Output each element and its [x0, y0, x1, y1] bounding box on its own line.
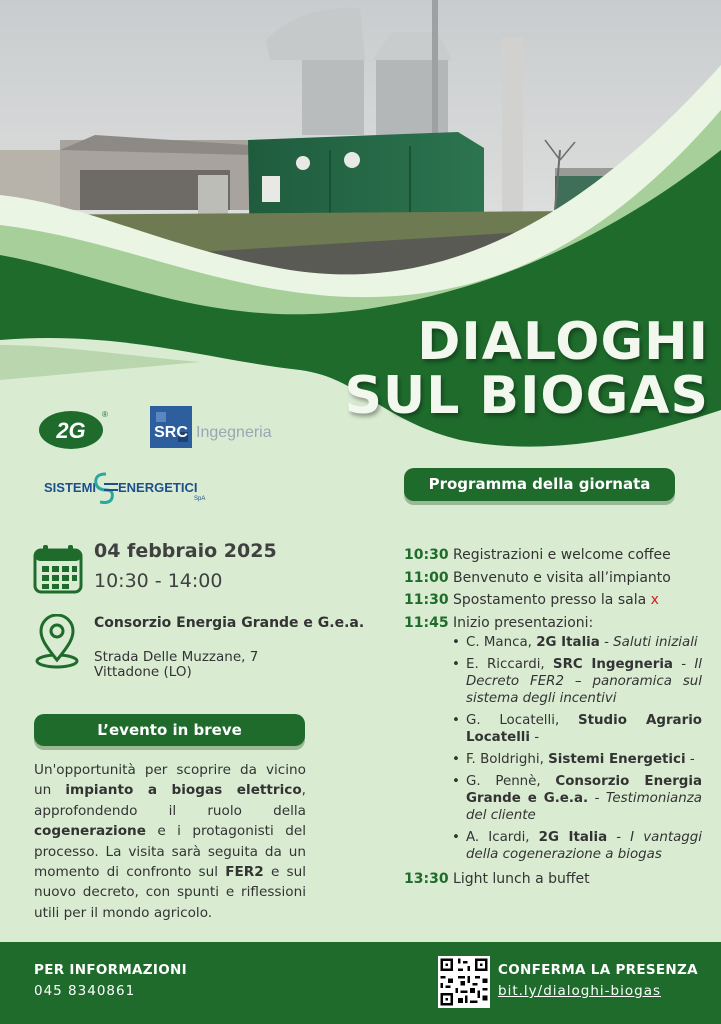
program-item: [404, 567, 704, 590]
program-time: 11:30: [404, 592, 449, 608]
logo-src-mark: SRC: [154, 424, 188, 441]
speaker-org: SRC Ingegneria: [552, 657, 673, 672]
program-label: Inizio presentazioni:: [453, 614, 594, 631]
venue-name: Consorzio Energia Grande e G.e.a.: [94, 615, 365, 631]
presentation-item: [452, 829, 702, 863]
speaker-name: G. Locatelli,: [466, 713, 578, 728]
talk-title: Il Decreto FER2 – panoramica sul sistema degli incentivi: [466, 657, 702, 706]
program-header: Programma della giornata: [404, 468, 675, 501]
event-title-line2: SUL BIOGAS: [344, 366, 709, 426]
logo-src-name: Ingegneria: [196, 424, 272, 441]
speaker-name: F. Boldrighi,: [466, 752, 549, 767]
program-label: Benvenuto e visita all’impianto: [453, 569, 671, 586]
presentation-item: [452, 773, 702, 824]
info-title: PER INFORMAZIONI: [34, 962, 187, 978]
logo-2g-registered: ®: [102, 410, 108, 419]
speaker-org: 2G Italia: [536, 635, 600, 650]
separator: -: [607, 830, 631, 845]
location-pin-icon: [34, 614, 80, 670]
rsvp-link[interactable]: bit.ly/dialoghi-biogas: [498, 983, 661, 999]
separator: -: [599, 635, 614, 650]
speaker-org: Sistemi Energetici: [548, 752, 686, 767]
presentation-item: [452, 712, 702, 746]
talk-title: Saluti iniziali: [613, 635, 698, 650]
event-description: [34, 760, 306, 923]
confirm-title: CONFERMA LA PRESENZA: [498, 962, 698, 978]
description-text: e sul nuovo decreto, con spunti e riflessioni utili per il mondo agricolo.: [34, 864, 307, 921]
speaker-name: G. Pennè,: [466, 774, 556, 789]
logo-src-ingegneria: [146, 402, 286, 454]
event-time: 10:30 - 14:00: [94, 570, 223, 592]
speaker-org: Consorzio Energia Grande e G.e.a.: [466, 774, 703, 806]
program-time: 11:45: [404, 614, 449, 631]
speaker-org: 2G Italia: [538, 830, 608, 845]
separator: -: [529, 730, 540, 745]
program-item: [404, 868, 704, 891]
program-item: [404, 589, 704, 612]
program-time: 10:30: [404, 547, 449, 563]
program-time: 13:30: [404, 871, 449, 887]
info-phone[interactable]: 045 8340861: [34, 983, 136, 999]
program-list: [404, 544, 704, 891]
description-text: e i protagonisti del processo. La visita sarà seguita da un momento di confronto sul: [34, 823, 306, 881]
venue-address-line2: Vittadone (LO): [94, 664, 192, 680]
program-mark: x: [650, 592, 659, 608]
description-text: , approfondendo il ruolo della: [34, 782, 306, 819]
description-highlight: FER2: [225, 864, 264, 881]
speaker-org: Studio Agrario Locatelli: [466, 713, 702, 745]
speaker-name: C. Manca,: [466, 635, 537, 650]
program-item: [404, 612, 704, 635]
presentation-item: [452, 634, 702, 651]
presentation-item: [452, 751, 702, 768]
event-summary-header: L’evento in breve: [34, 714, 305, 746]
description-text: Un'opportunità per scoprire da vicino un: [34, 762, 306, 799]
separator: -: [672, 657, 695, 672]
presentation-item: [452, 656, 702, 707]
event-date: 04 febbraio 2025: [94, 540, 277, 562]
talk-title: Testimonianza del cliente: [466, 791, 702, 823]
program-label: Light lunch a buffet: [453, 871, 590, 887]
logo-2g: [38, 408, 108, 450]
calendar-icon: [33, 544, 83, 594]
program-item: [404, 544, 704, 567]
logo-sistemi-a: SISTEMI: [44, 480, 97, 495]
speaker-name: A. Icardi,: [466, 830, 539, 845]
logo-sistemi-spa: SpA: [194, 496, 206, 502]
speaker-name: E. Riccardi,: [466, 657, 553, 672]
description-highlight: cogenerazione: [34, 823, 146, 840]
presentations-list: [452, 634, 702, 863]
description-highlight: impianto a biogas elettrico: [65, 782, 302, 799]
logo-2g-text: 2G: [56, 418, 86, 443]
logo-sistemi-energetici: [44, 466, 206, 506]
program-time: 11:00: [404, 569, 449, 586]
program-label: Registrazioni e welcome coffee: [453, 547, 671, 563]
program-label: Spostamento presso la sala: [453, 592, 647, 608]
venue-address-line1: Strada Delle Muzzane, 7: [94, 649, 259, 665]
logo-sistemi-b: ENERGETICI: [118, 480, 198, 495]
separator: -: [685, 752, 695, 767]
event-title-line1: DIALOGHI: [417, 312, 709, 372]
qr-code-icon[interactable]: [438, 956, 490, 1008]
talk-title: I vantaggi della cogenerazione a biogas: [466, 830, 702, 862]
separator: -: [588, 791, 606, 806]
